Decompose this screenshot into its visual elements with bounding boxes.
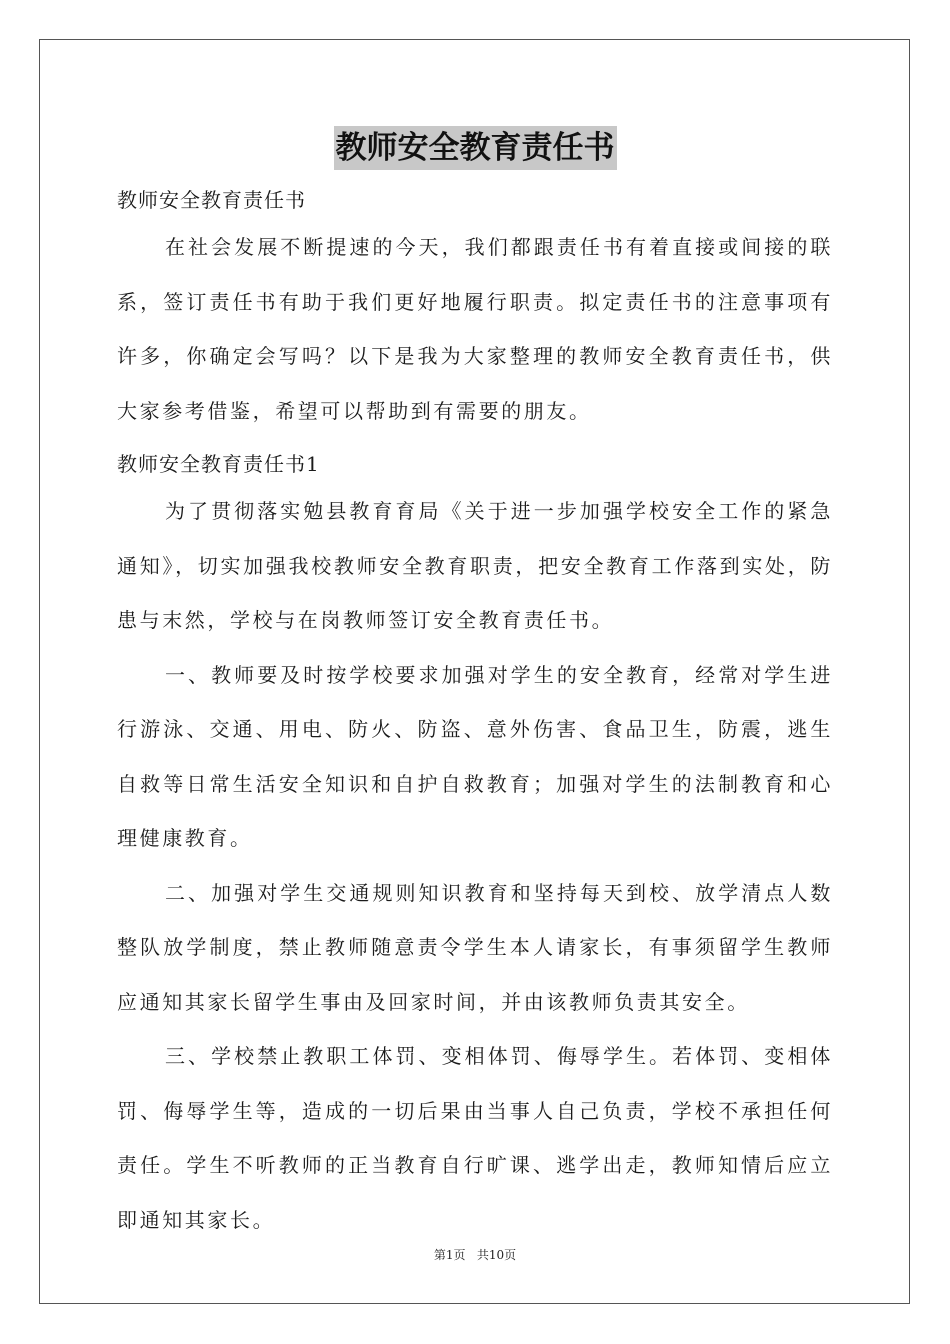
title-container <box>0 126 950 170</box>
body-paragraph-3: 二、加强对学生交通规则知识教育和坚持每天到校、放学清点人数整队放学制度，禁止教师随意责令学生本人请家长，有事须留学生教师应通知其家长留学生事由及回家时间，并由该教师负责其安全。 <box>117 880 833 1014</box>
page-total: 共10页 <box>476 1248 517 1262</box>
section-heading: 教师安全教育责任书1 <box>117 452 320 476</box>
body-paragraph-1: 为了贯彻落实勉县教育育局《关于进一步加强学校安全工作的紧急通知》，切实加强我校教师安全教育职责，把安全教育工作落到实处，防患与末然，学校与在岗教师签订安全教育责任书。 <box>117 499 833 632</box>
page-footer <box>0 1246 950 1263</box>
page-number: 第1页 <box>433 1248 466 1262</box>
document-body <box>117 180 833 1247</box>
document-title: 教师安全教育责任书 <box>334 126 617 170</box>
body-paragraph-4: 三、学校禁止教职工体罚、变相体罚、侮辱学生。若体罚、变相体罚、侮辱学生等，造成的一切后果由当事人自己负责，学校不承担任何责任。学生不听教师的正当教育自行旷课、逃学出走，教师知情后应立即通知其家长。 <box>117 1044 833 1232</box>
intro-paragraph: 在社会发展不断提速的今天，我们都跟责任书有着直接或间接的联系，签订责任书有助于我们更好地履行职责。拟定责任书的注意事项有许多，你确定会写吗？以下是我为大家整理的教师安全教育责任书，供大家参考借鉴，希望可以帮助到有需要的朋友。 <box>117 235 833 423</box>
body-paragraph-2: 一、教师要及时按学校要求加强对学生的安全教育，经常对学生进行游泳、交通、用电、防火、防盗、意外伤害、食品卫生，防震，逃生自救等日常生活安全知识和自护自救教育；加强对学生的法制教育和心理健康教育。 <box>117 662 833 850</box>
document-subtitle: 教师安全教育责任书 <box>117 188 306 212</box>
